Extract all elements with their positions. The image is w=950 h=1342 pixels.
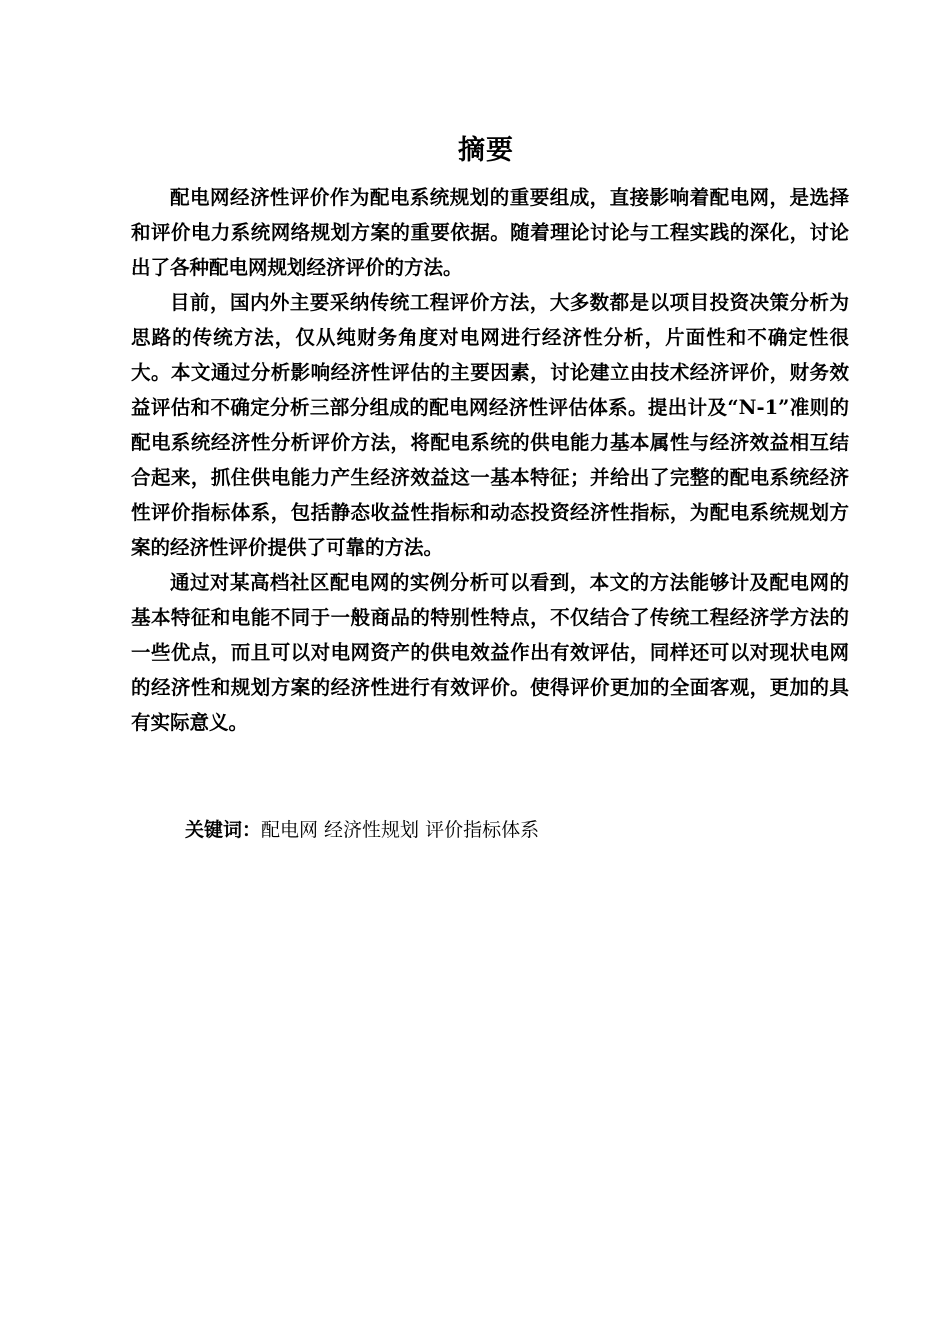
abstract-body [131, 180, 849, 740]
abstract-title: 摘要 [458, 135, 514, 166]
abstract-paragraph-3: 通过对某高档社区配电网的实例分析可以看到，本文的方法能够计及配电网的基本特征和电能不同于一般商品的特别性特点，不仅结合了传统工程经济学方法的一些优点，而且可以对电网资产的供电效益作出有效评估，同样还可以对现状电网的经济性和规划方案的经济性进行有效评价。使得评价更加的全面客观，更加的具有实际意义。 [131, 571, 849, 734]
keywords-line [185, 815, 539, 845]
keywords-value: 配电网 经济性规划 评价指标体系 [261, 819, 540, 841]
keywords-label: 关键词： [185, 819, 262, 841]
abstract-paragraph-2: 目前，国内外主要采纳传统工程评价方法，大多数都是以项目投资决策分析为思路的传统方法，仅从纯财务角度对电网进行经济性分析，片面性和不确定性很大。本文通过分析影响经济性评估的主要因素，讨论建立由技术经济评价，财务效益评估和不确定分析三部分组成的配电网经济性评估体系。提出计及“N-1”准则的配电系统经济性分析评价方法，将配电系统的供电能力基本属性与经济效益相互结合起来，抓住供电能力产生经济效益这一基本特征；并给出了完整的配电系统经济性评价指标体系，包括静态收益性指标和动态投资经济性指标，为配电系统规划方案的经济性评价提供了可靠的方法。 [131, 291, 849, 559]
abstract-paragraph-1: 配电网经济性评价作为配电系统规划的重要组成，直接影响着配电网，是选择和评价电力系统网络规划方案的重要依据。随着理论讨论与工程实践的深化，讨论出了各种配电网规划经济评价的方法。 [131, 186, 849, 279]
